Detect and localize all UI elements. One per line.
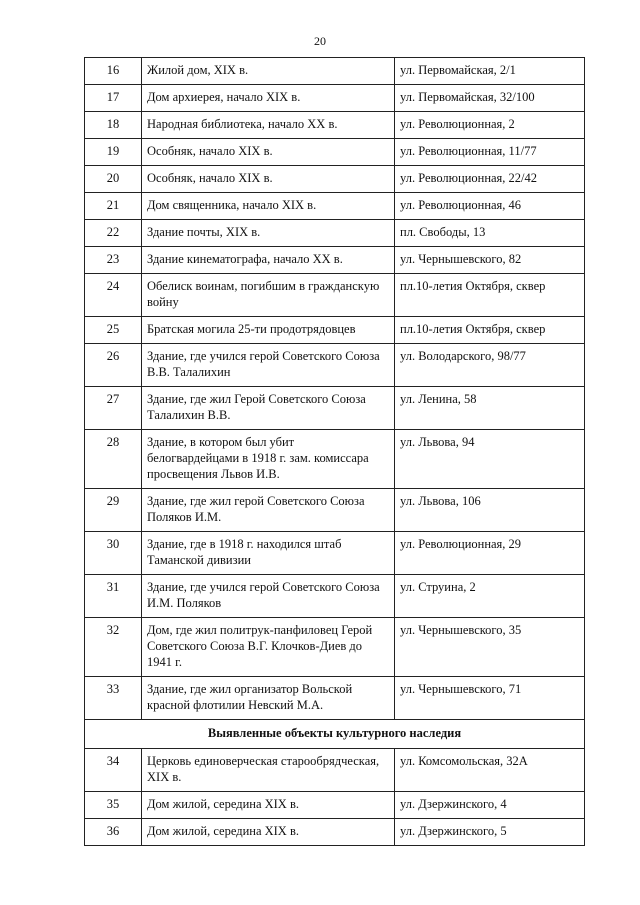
row-number: 18 <box>85 112 142 139</box>
object-address: ул. Первомайская, 32/100 <box>395 85 585 112</box>
section-heading: Выявленные объекты культурного наследия <box>85 720 585 749</box>
row-number: 35 <box>85 792 142 819</box>
row-number: 29 <box>85 489 142 532</box>
object-name: Дом, где жил политрук-панфиловец Герой Советского Союза В.Г. Клочков-Диев до 1941 г. <box>142 618 395 677</box>
object-address: ул. Революционная, 2 <box>395 112 585 139</box>
object-address: ул. Дзержинского, 4 <box>395 792 585 819</box>
object-name: Здание, где учился герой Советского Союза И.М. Поляков <box>142 575 395 618</box>
object-name: Особняк, начало XIX в. <box>142 139 395 166</box>
object-address: ул. Львова, 94 <box>395 430 585 489</box>
row-number: 28 <box>85 430 142 489</box>
table-row <box>85 677 585 720</box>
table-row <box>85 220 585 247</box>
object-address: пл. Свободы, 13 <box>395 220 585 247</box>
table-row <box>85 247 585 274</box>
object-address: пл.10-летия Октября, сквер <box>395 274 585 317</box>
row-number: 26 <box>85 344 142 387</box>
object-name: Дом архиерея, начало XIX в. <box>142 85 395 112</box>
table-row <box>85 430 585 489</box>
row-number: 34 <box>85 749 142 792</box>
object-address: ул. Комсомольская, 32А <box>395 749 585 792</box>
row-number: 23 <box>85 247 142 274</box>
object-name: Народная библиотека, начало XX в. <box>142 112 395 139</box>
row-number: 21 <box>85 193 142 220</box>
table-row <box>85 58 585 85</box>
object-name: Церковь единоверческая старообрядческая, XIX в. <box>142 749 395 792</box>
table-row <box>85 85 585 112</box>
row-number: 25 <box>85 317 142 344</box>
object-address: ул. Революционная, 22/42 <box>395 166 585 193</box>
object-name: Здание, где в 1918 г. находился штаб Таманской дивизии <box>142 532 395 575</box>
object-name: Здание кинематографа, начало XX в. <box>142 247 395 274</box>
object-address: ул. Чернышевского, 35 <box>395 618 585 677</box>
object-name: Здание, где жил организатор Вольской красной флотилии Невский М.А. <box>142 677 395 720</box>
row-number: 19 <box>85 139 142 166</box>
object-name: Здание почты, XIX в. <box>142 220 395 247</box>
object-name: Обелиск воинам, погибшим в гражданскую войну <box>142 274 395 317</box>
row-number: 36 <box>85 819 142 846</box>
object-address: ул. Чернышевского, 82 <box>395 247 585 274</box>
row-number: 30 <box>85 532 142 575</box>
object-name: Братская могила 25-ти продотрядовцев <box>142 317 395 344</box>
row-number: 20 <box>85 166 142 193</box>
object-address: ул. Революционная, 29 <box>395 532 585 575</box>
table-row <box>85 575 585 618</box>
heritage-objects-table <box>84 57 585 846</box>
object-address: ул. Чернышевского, 71 <box>395 677 585 720</box>
object-name: Жилой дом, XIX в. <box>142 58 395 85</box>
section-heading-row <box>85 720 585 749</box>
object-name: Дом жилой, середина XIX в. <box>142 792 395 819</box>
table-row <box>85 166 585 193</box>
table-row <box>85 749 585 792</box>
row-number: 24 <box>85 274 142 317</box>
table-row <box>85 317 585 344</box>
row-number: 16 <box>85 58 142 85</box>
object-name: Дом священника, начало XIX в. <box>142 193 395 220</box>
table-row <box>85 489 585 532</box>
object-address: ул. Дзержинского, 5 <box>395 819 585 846</box>
object-address: пл.10-летия Октября, сквер <box>395 317 585 344</box>
row-number: 31 <box>85 575 142 618</box>
object-address: ул. Володарского, 98/77 <box>395 344 585 387</box>
object-name: Особняк, начало XIX в. <box>142 166 395 193</box>
row-number: 22 <box>85 220 142 247</box>
table-row <box>85 618 585 677</box>
row-number: 32 <box>85 618 142 677</box>
table-row <box>85 344 585 387</box>
row-number: 17 <box>85 85 142 112</box>
table-row <box>85 193 585 220</box>
row-number: 33 <box>85 677 142 720</box>
object-address: ул. Львова, 106 <box>395 489 585 532</box>
object-name: Дом жилой, середина XIX в. <box>142 819 395 846</box>
object-name: Здание, где жил Герой Советского Союза Талалихин В.В. <box>142 387 395 430</box>
table-row <box>85 792 585 819</box>
object-address: ул. Ленина, 58 <box>395 387 585 430</box>
row-number: 27 <box>85 387 142 430</box>
table-row <box>85 819 585 846</box>
page-number: 20 <box>314 34 326 48</box>
object-name: Здание, в котором был убит белогвардейцами в 1918 г. зам. комиссара просвещения Львов И.В. <box>142 430 395 489</box>
table-row <box>85 387 585 430</box>
object-address: ул. Первомайская, 2/1 <box>395 58 585 85</box>
table-row <box>85 139 585 166</box>
object-name: Здание, где учился герой Советского Союза В.В. Талалихин <box>142 344 395 387</box>
object-address: ул. Революционная, 11/77 <box>395 139 585 166</box>
table-row <box>85 112 585 139</box>
object-name: Здание, где жил герой Советского Союза Поляков И.М. <box>142 489 395 532</box>
object-address: ул. Революционная, 46 <box>395 193 585 220</box>
table-row <box>85 532 585 575</box>
object-address: ул. Струина, 2 <box>395 575 585 618</box>
table-row <box>85 274 585 317</box>
